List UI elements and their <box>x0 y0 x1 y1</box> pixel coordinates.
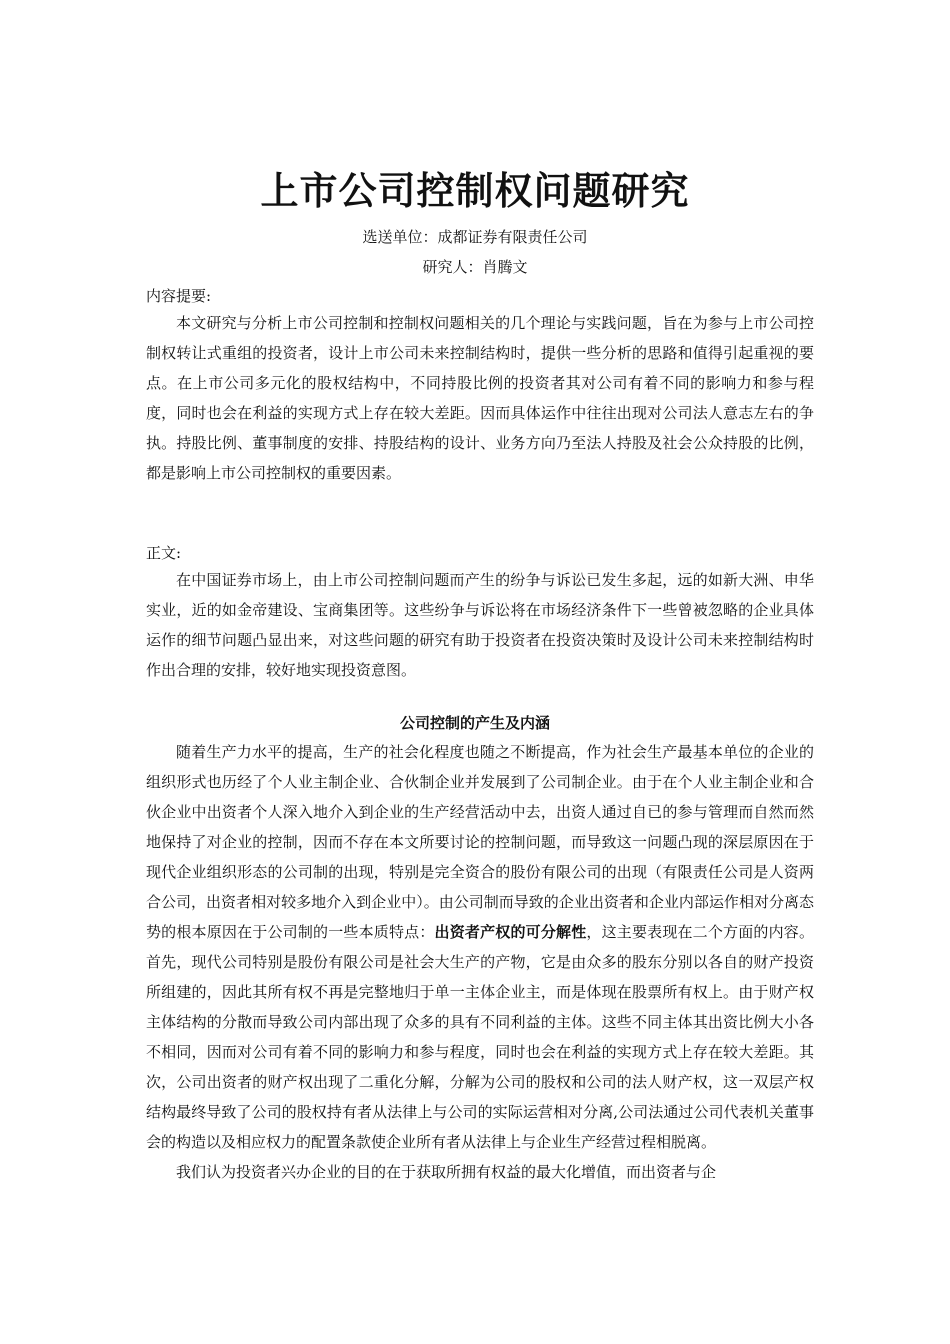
section-heading: 公司控制的产生及内涵 <box>399 714 550 732</box>
body-label: 正文: <box>146 544 182 562</box>
submitting-unit: 选送单位：成都证券有限责任公司 <box>362 228 588 246</box>
key-term-bold: 出资者产权的可分解性 <box>434 923 587 941</box>
page-title: 上市公司控制权问题研究 <box>260 169 690 213</box>
intro-paragraph: 在中国证券市场上，由上市公司控制问题而产生的纷争与诉讼已发生多起，远的如新大洲、申华实业，近的如金帝建设、宝商集团等。这些纷争与诉讼将在市场经济条件下一些曾被忽略的企业具体运作的细节问题凸显出来，对这些问题的研究有助于投资者在投资决策时及设计公司未来控制结构时作出合理的安排，较好地实现投资意图。 <box>146 571 814 679</box>
section-paragraph <box>146 737 814 1157</box>
abstract-text-block <box>146 308 814 488</box>
section-body <box>146 737 814 1187</box>
abstract-paragraph: 本文研究与分析上市公司控制和控制权问题相关的几个理论与实践问题，旨在为参与上市公司控制权转让式重组的投资者，设计上市公司未来控制结构时，提供一些分析的思路和值得引起重视的要点。在上市公司多元化的股权结构中，不同持股比例的投资者其对公司有着不同的影响力和参与程度，同时也会在利益的实现方式上存在较大差距。因而具体运作中往往出现对公司法人意志左右的争执。持股比例、董事制度的安排、持股结构的设计、业务方向乃至法人持股及社会公众持股的比例，都是影响上市公司控制权的重要因素。 <box>146 314 814 482</box>
section-paragraph-2: 我们认为投资者兴办企业的目的在于获取所拥有权益的最大化增值，而出资者与企 <box>176 1163 717 1181</box>
abstract-label: 内容提要: <box>146 287 212 305</box>
section-paragraph-part-b: ，这主要表现在二个方面的内容。首先，现代公司特别是股份有限公司是社会大生产的产物，它是由众多的股东分别以各自的财产投资所组建的，因此其所有权不再是完整地归于单一主体企业主，而是体现在股票所有权上。由于财产权主体结构的分散而导致公司内部出现了众多的具有不同利益的主体。这些不同主体其出资比例大小各不相同，因而对公司有着不同的影响力和参与程度，同时也会在利益的实现方式上存在较大差距。其次，公司出资者的财产权出现了二重化分解，分解为公司的股权和公司的法人财产权，这一双层产权结构最终导致了公司的股权持有者从法律上与公司的实际运营相对分离,公司法通过公司代表机关董事会的构造以及相应权力的配置条款使企业所有者从法律上与企业生产经营过程相脱离。 <box>146 923 814 1151</box>
section-paragraph-part-a: 随着生产力水平的提高，生产的社会化程度也随之不断提高，作为社会生产最基本单位的企业的组织形式也历经了个人业主制企业、合伙制企业并发展到了公司制企业。由于在个人业主制企业和合伙企业中出资者个人深入地介入到企业的生产经营活动中去，出资人通过自已的参与管理而自然而然地保持了对企业的控制，因而不存在本文所要讨论的控制问题，而导致这一问题凸现的深层原因在于现代企业组织形态的公司制的出现，特别是完全资合的股份有限公司的出现（有限责任公司是人资两合公司，出资者相对较多地介入到企业中）。由公司制而导致的企业出资者和企业内部运作相对分离态势的根本原因在于公司制的一些本质特点： <box>146 743 814 941</box>
intro-text-block <box>146 565 814 685</box>
author: 研究人：肖腾文 <box>422 258 528 276</box>
